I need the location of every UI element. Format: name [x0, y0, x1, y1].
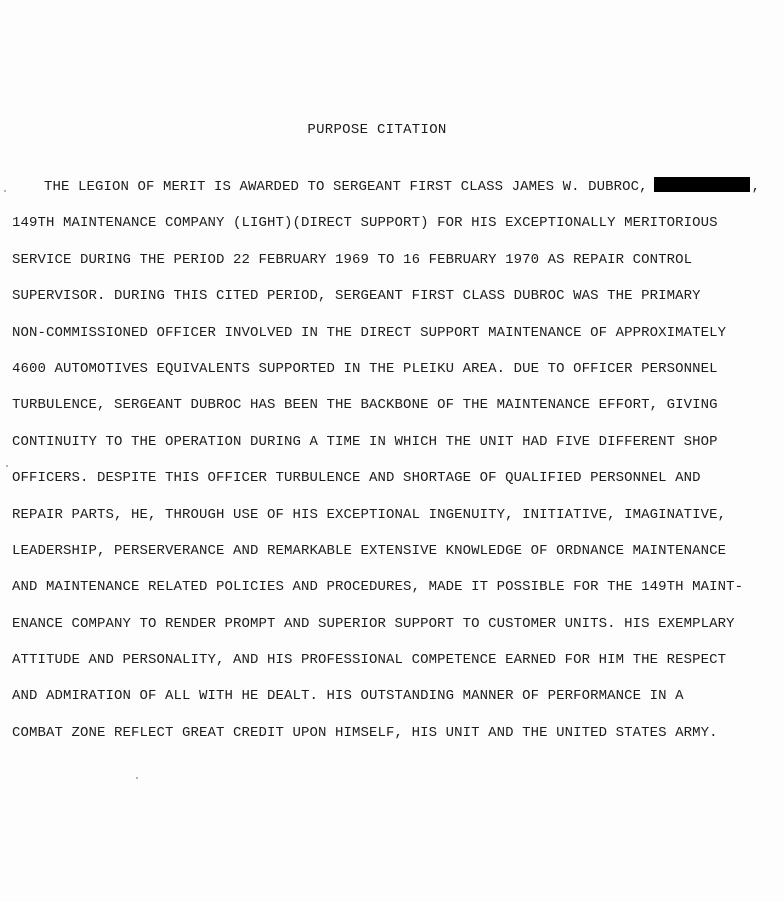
citation-line: AND ADMIRATION OF ALL WITH HE DEALT. HIS OUTSTANDING MANNER OF PERFORMANCE IN A — [12, 688, 684, 705]
paper-speck — [4, 190, 6, 192]
paper-speck — [136, 777, 138, 779]
citation-line: ATTITUDE AND PERSONALITY, AND HIS PROFESSIONAL COMPETENCE EARNED FOR HIM THE RESPECT — [12, 652, 727, 669]
citation-line: ENANCE COMPANY TO RENDER PROMPT AND SUPERIOR SUPPORT TO CUSTOMER UNITS. HIS EXEMPLARY — [12, 615, 735, 632]
citation-line — [12, 177, 772, 213]
citation-line-text: THE LEGION OF MERIT IS AWARDED TO SERGEANT FIRST CLASS JAMES W. DUBROC, — [44, 179, 648, 195]
citation-line: OFFICERS. DESPITE THIS OFFICER TURBULENCE AND SHORTAGE OF QUALIFIED PERSONNEL AND — [12, 470, 701, 487]
citation-line: TURBULENCE, SERGEANT DUBROC HAS BEEN THE BACKBONE OF THE MAINTENANCE EFFORT, GIVING — [12, 397, 718, 414]
citation-line: SUPERVISOR. DURING THIS CITED PERIOD, SERGEANT FIRST CLASS DUBROC WAS THE PRIMARY — [12, 288, 701, 305]
paper-speck — [6, 465, 8, 467]
citation-line: LEADERSHIP, PERSERVERANCE AND REMARKABLE EXTENSIVE KNOWLEDGE OF ORDNANCE MAINTENANCE — [12, 542, 727, 559]
citation-line: REPAIR PARTS, HE, THROUGH USE OF HIS EXCEPTIONAL INGENUITY, INITIATIVE, IMAGINATIVE, — [12, 506, 727, 523]
citation-line: 4600 AUTOMOTIVES EQUIVALENTS SUPPORTED IN THE PLEIKU AREA. DUE TO OFFICER PERSONNEL — [12, 360, 718, 377]
citation-line: CONTINUITY TO THE OPERATION DURING A TIME IN WHICH THE UNIT HAD FIVE DIFFERENT SHOP — [12, 433, 718, 450]
citation-line: COMBAT ZONE REFLECT GREAT CREDIT UPON HIMSELF, HIS UNIT AND THE UNITED STATES ARMY. — [12, 724, 718, 741]
citation-body — [12, 177, 772, 759]
citation-line: SERVICE DURING THE PERIOD 22 FEBRUARY 1969 TO 16 FEBRUARY 1970 AS REPAIR CONTROL — [12, 251, 693, 268]
citation-line-suffix: , — [751, 179, 761, 195]
citation-line: AND MAINTENANCE RELATED POLICIES AND PROCEDURES, MADE IT POSSIBLE FOR THE 149TH MAINT- — [12, 579, 744, 596]
document-title: PURPOSE CITATION — [307, 122, 447, 138]
citation-line: NON-COMMISSIONED OFFICER INVOLVED IN THE DIRECT SUPPORT MAINTENANCE OF APPROXIMATELY — [12, 324, 727, 341]
redaction-box — [654, 177, 750, 192]
citation-line: 149TH MAINTENANCE COMPANY (LIGHT)(DIRECT SUPPORT) FOR HIS EXCEPTIONALLY MERITORIOUS — [12, 215, 718, 232]
